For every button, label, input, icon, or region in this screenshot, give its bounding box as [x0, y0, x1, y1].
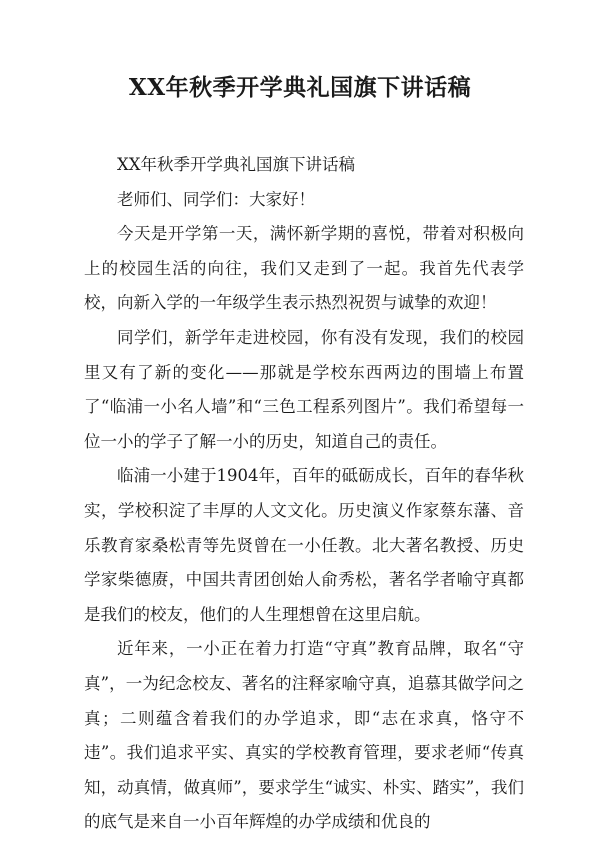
paragraph-greeting: 老师们、同学们：大家好！ — [117, 189, 315, 209]
paragraph-subtitle: XX年秋季开学典礼国旗下讲话稿 — [117, 155, 355, 174]
document-body — [84, 148, 524, 840]
paragraph: 近年来，一小正在着力打造“守真”教育品牌，取名“守真”，一为纪念校友、著名的注释家喻守真，追慕其做学问之真；二则蕴含着我们的办学追求，即“志在求真，恪守不违”。我们追求平实、真实的学校教育管理，要求老师“传真知，动真情，做真师”，要求学生“诚实、朴实、踏实”，我们的底气是来自一小百年辉煌的办学成绩和优良的 — [84, 639, 524, 832]
paragraph: 同学们，新学年走进校园，你有没有发现，我们的校园里又有了新的变化——那就是学校东西两边的围墙上布置了“临浦一小名人墙”和“三色工程系列图片”。我们希望每一位一小的学子了解一小的历史，知道自己的责任。 — [84, 327, 524, 451]
paragraph: 临浦一小建于1904年，百年的砥砺成长，百年的春华秋实，学校积淀了丰厚的人文文化。历史演义作家蔡东藩、音乐教育家桑松青等先贤曾在一小任教。北大著名教授、历史学家柴德赓，中国共青团创始人俞秀松，著名学者喻守真都是我们的校友，他们的人生理想曾在这里启航。 — [84, 466, 524, 624]
paragraph: 今天是开学第一天，满怀新学期的喜悦，带着对积极向上的校园生活的向往，我们又走到了一起。我首先代表学校，向新入学的一年级学生表示热烈祝贺与诚挚的欢迎！ — [84, 224, 524, 313]
document-title: XX年秋季开学典礼国旗下讲话稿 — [128, 74, 472, 101]
